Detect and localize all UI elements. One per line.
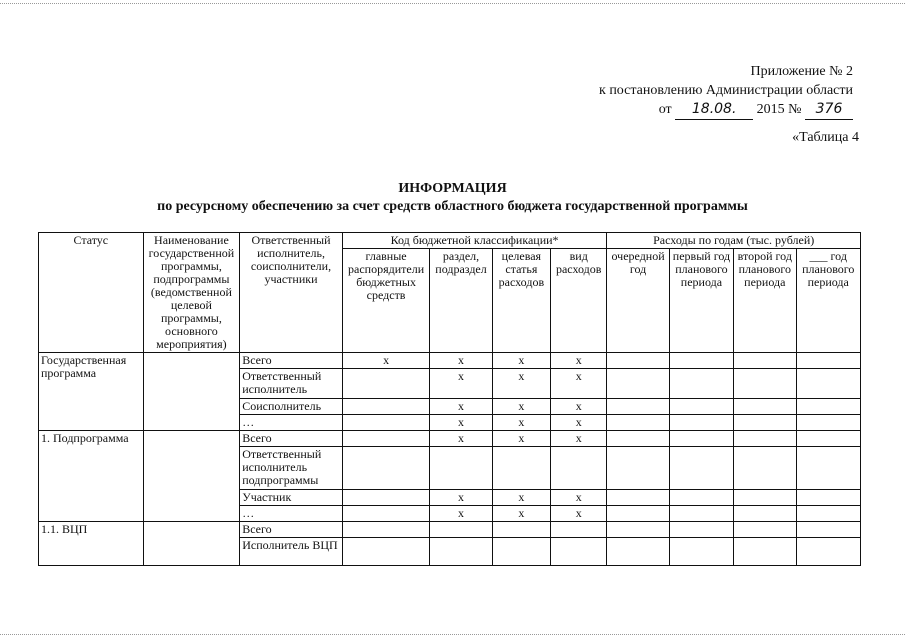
row-status: 1.1. ВЦП [39, 522, 144, 566]
cell-value [796, 490, 861, 506]
cell-mark [342, 415, 430, 431]
cell-value [734, 369, 796, 399]
row-participant: Всего [240, 431, 343, 447]
table-label: «Таблица 4 [792, 130, 859, 145]
row-participant: Ответственный исполнитель подпрограммы [240, 447, 343, 490]
appendix-decree: к постановлению Администрации области [599, 83, 853, 98]
cell-mark: х [492, 415, 550, 431]
cell-mark: х [551, 506, 607, 522]
header-status: Статус [39, 233, 144, 353]
cell-mark: х [430, 369, 492, 399]
cell-value [734, 415, 796, 431]
cell-value [669, 399, 733, 415]
header-year-other: ___ год планового периода [796, 249, 861, 353]
cell-mark [492, 522, 550, 538]
cell-value [796, 415, 861, 431]
cell-value [669, 431, 733, 447]
cell-value [607, 431, 669, 447]
handwritten-number: 376 [805, 100, 853, 120]
cell-value [734, 522, 796, 538]
cell-value [669, 522, 733, 538]
cell-mark: х [492, 431, 550, 447]
cell-mark [342, 369, 430, 399]
cell-mark: х [430, 415, 492, 431]
heading-title: ИНФОРМАЦИЯ [398, 181, 507, 196]
cell-value [669, 415, 733, 431]
cell-mark: х [492, 369, 550, 399]
table-row [39, 431, 861, 447]
cell-mark: х [492, 490, 550, 506]
header-kbk: Код бюджетной классификации* [342, 233, 607, 249]
document-heading [0, 180, 905, 216]
handwritten-date: 18.08. [675, 100, 753, 120]
header-kbk-article: целевая статья расходов [492, 249, 550, 353]
cell-value [734, 506, 796, 522]
cell-mark [342, 506, 430, 522]
row-participant: … [240, 415, 343, 431]
cell-mark: х [430, 431, 492, 447]
cell-value [607, 538, 669, 566]
cell-value [669, 353, 733, 369]
cell-value [607, 399, 669, 415]
cell-value [607, 447, 669, 490]
row-name [143, 522, 240, 566]
date-prefix: от [658, 102, 672, 117]
cell-mark [551, 538, 607, 566]
cell-mark: х [430, 399, 492, 415]
cell-value [607, 369, 669, 399]
header-responsible: Ответственный исполнитель, соисполнители, участники [240, 233, 343, 353]
appendix-date-line [599, 100, 853, 120]
cell-mark: х [492, 399, 550, 415]
table-row [39, 353, 861, 369]
cell-mark: х [342, 353, 430, 369]
row-participant: Всего [240, 522, 343, 538]
row-name [143, 353, 240, 431]
cell-value [734, 447, 796, 490]
row-name [143, 431, 240, 522]
cell-value [796, 431, 861, 447]
cell-value [669, 538, 733, 566]
cell-value [734, 538, 796, 566]
row-status: 1. Подпрограмма [39, 431, 144, 522]
cell-mark [492, 447, 550, 490]
year-number-text: 2015 № [756, 102, 802, 117]
cell-mark: х [430, 353, 492, 369]
cell-mark: х [551, 490, 607, 506]
row-participant: Участник [240, 490, 343, 506]
cell-mark: х [551, 369, 607, 399]
cell-value [796, 522, 861, 538]
header-name: Наименование государственной программы, подпрограммы (ведомственной целевой программы, основного мероприятия) [143, 233, 240, 353]
cell-mark [430, 447, 492, 490]
cell-mark [551, 522, 607, 538]
cell-mark: х [551, 415, 607, 431]
cell-value [607, 522, 669, 538]
cell-value [734, 431, 796, 447]
cell-value [669, 447, 733, 490]
cell-mark: х [492, 353, 550, 369]
table-row [39, 522, 861, 538]
header-kbk-grbs: главные распорядители бюджетных средств [342, 249, 430, 353]
header-year-second: второй год планового периода [734, 249, 796, 353]
cell-mark [342, 447, 430, 490]
cell-value [607, 506, 669, 522]
cell-value [669, 369, 733, 399]
cell-value [796, 506, 861, 522]
cell-mark [342, 538, 430, 566]
cell-value [607, 415, 669, 431]
header-kbk-section: раздел, подраздел [430, 249, 492, 353]
cell-mark: х [551, 431, 607, 447]
resource-table [38, 232, 861, 566]
row-participant: … [240, 506, 343, 522]
cell-mark [342, 399, 430, 415]
cell-value [796, 447, 861, 490]
cell-value [734, 399, 796, 415]
cell-value [796, 399, 861, 415]
cell-value [607, 490, 669, 506]
cell-mark: х [430, 506, 492, 522]
cell-mark: х [551, 353, 607, 369]
header-kbk-type: вид расходов [551, 249, 607, 353]
cell-mark: х [551, 399, 607, 415]
cell-mark [342, 490, 430, 506]
header-year-next: очередной год [607, 249, 669, 353]
appendix-block [599, 62, 853, 120]
cell-mark: х [430, 490, 492, 506]
cell-value [734, 353, 796, 369]
cell-value [796, 353, 861, 369]
cell-mark [551, 447, 607, 490]
cell-mark [492, 538, 550, 566]
cell-mark [430, 538, 492, 566]
row-participant: Всего [240, 353, 343, 369]
cell-value [607, 353, 669, 369]
row-participant: Соисполнитель [240, 399, 343, 415]
cell-value [669, 506, 733, 522]
cell-value [734, 490, 796, 506]
heading-subtitle: по ресурсному обеспечению за счет средств областного бюджета государственной программы [157, 199, 748, 214]
cell-value [796, 538, 861, 566]
row-participant: Исполнитель ВЦП [240, 538, 343, 566]
row-status: Государственная программа [39, 353, 144, 431]
top-scan-edge [0, 3, 905, 4]
row-participant: Ответственный исполнитель [240, 369, 343, 399]
cell-mark [342, 431, 430, 447]
bottom-scan-edge [0, 634, 905, 635]
cell-mark [430, 522, 492, 538]
appendix-title: Приложение № 2 [750, 64, 853, 79]
cell-mark [342, 522, 430, 538]
header-year-first: первый год планового периода [669, 249, 733, 353]
header-expenses: Расходы по годам (тыс. рублей) [607, 233, 861, 249]
cell-mark: х [492, 506, 550, 522]
cell-value [796, 369, 861, 399]
cell-value [669, 490, 733, 506]
